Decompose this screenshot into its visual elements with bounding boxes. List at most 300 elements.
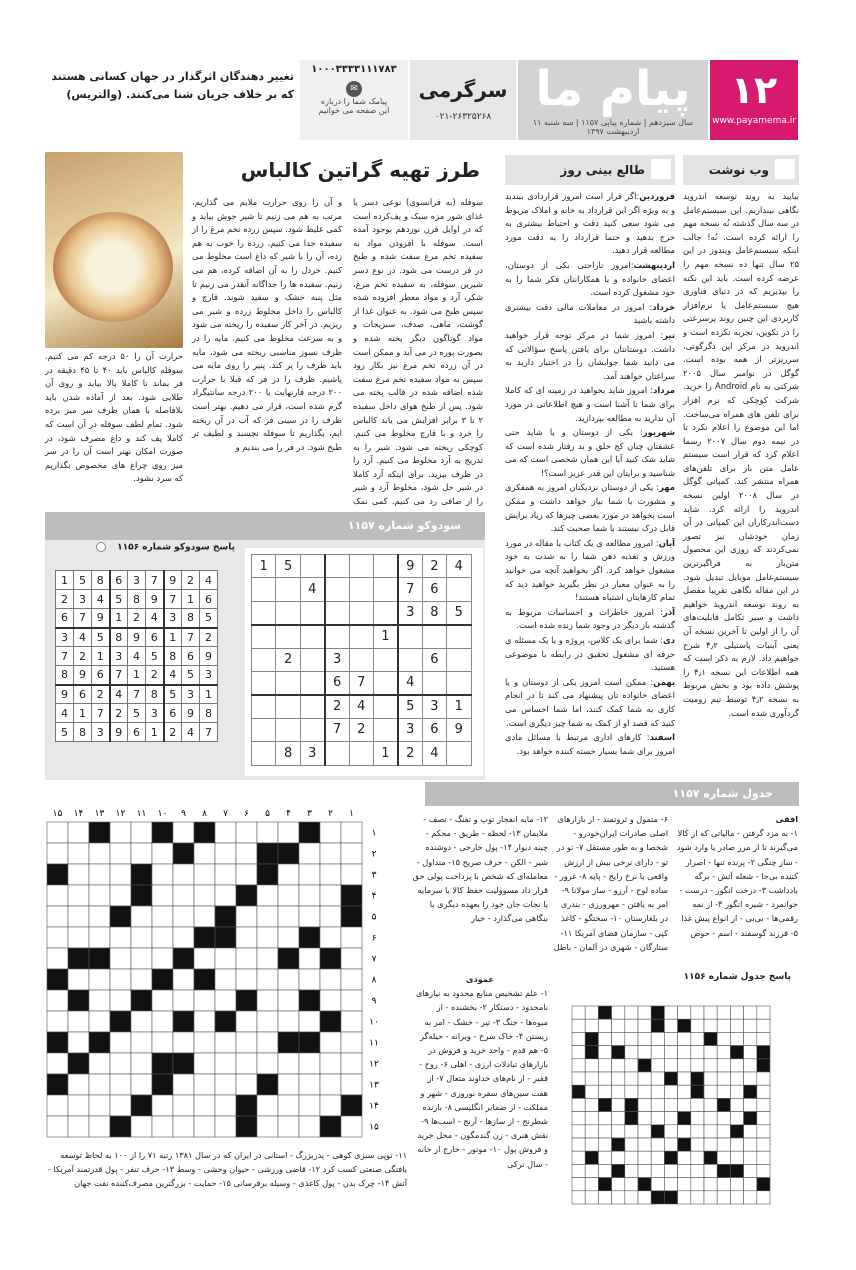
crossword-cell[interactable] (664, 1006, 677, 1019)
crossword-cell[interactable] (572, 1006, 585, 1019)
crossword-cell[interactable] (320, 1032, 341, 1053)
sudoku-cell[interactable] (422, 671, 446, 694)
crossword-cell[interactable] (730, 1178, 743, 1191)
crossword-cell[interactable] (47, 906, 68, 927)
crossword-cell[interactable] (757, 1125, 770, 1138)
crossword-cell[interactable] (757, 1085, 770, 1098)
crossword-cell[interactable] (651, 1151, 664, 1164)
sudoku-cell[interactable]: 5 (276, 555, 300, 578)
crossword-cell[interactable] (651, 1072, 664, 1085)
crossword-cell[interactable] (89, 990, 110, 1011)
crossword-cell[interactable] (585, 1112, 598, 1125)
sudoku-cell[interactable] (276, 625, 300, 648)
sudoku-cell[interactable] (252, 742, 276, 765)
crossword-cell[interactable] (299, 906, 320, 927)
crossword-cell[interactable] (625, 1046, 638, 1059)
crossword-cell[interactable] (110, 1053, 131, 1074)
crossword-cell[interactable] (215, 990, 236, 1011)
crossword-cell[interactable] (131, 822, 152, 843)
sudoku-cell[interactable] (252, 648, 276, 671)
sudoku-cell[interactable]: 2 (398, 742, 422, 765)
sudoku-cell[interactable]: 3 (422, 695, 446, 718)
sudoku-cell[interactable] (422, 625, 446, 648)
crossword-cell[interactable] (299, 1074, 320, 1095)
crossword-cell[interactable] (625, 1059, 638, 1072)
crossword-cell[interactable] (704, 1046, 717, 1059)
crossword-cell[interactable] (278, 1074, 299, 1095)
crossword-cell[interactable] (638, 1019, 651, 1032)
crossword-cell[interactable] (638, 1164, 651, 1177)
sudoku-cell[interactable]: 1 (373, 625, 397, 648)
sudoku-cell[interactable] (276, 578, 300, 601)
crossword-cell[interactable] (664, 1085, 677, 1098)
crossword-cell[interactable] (110, 969, 131, 990)
crossword-cell[interactable] (152, 1011, 173, 1032)
sudoku-cell[interactable] (447, 625, 471, 648)
crossword-cell[interactable] (730, 1151, 743, 1164)
crossword-cell[interactable] (299, 948, 320, 969)
crossword-cell[interactable] (215, 885, 236, 906)
crossword-cell[interactable] (691, 1046, 704, 1059)
crossword-cell[interactable] (664, 1046, 677, 1059)
crossword-cell[interactable] (278, 927, 299, 948)
crossword-cell[interactable] (625, 1138, 638, 1151)
crossword-cell[interactable] (278, 1095, 299, 1116)
sudoku-cell[interactable]: 4 (349, 695, 373, 718)
crossword-cell[interactable] (257, 1116, 278, 1137)
crossword-cell[interactable] (691, 1191, 704, 1204)
crossword-cell[interactable] (278, 990, 299, 1011)
crossword-cell[interactable] (691, 1151, 704, 1164)
crossword-cell[interactable] (598, 1151, 611, 1164)
crossword-cell[interactable] (257, 927, 278, 948)
crossword-cell[interactable] (110, 822, 131, 843)
crossword-cell[interactable] (585, 1072, 598, 1085)
crossword-cell[interactable] (194, 1095, 215, 1116)
sudoku-cell[interactable] (325, 742, 349, 765)
sudoku-cell[interactable] (252, 601, 276, 624)
crossword-cell[interactable] (744, 1151, 757, 1164)
crossword-cell[interactable] (236, 1032, 257, 1053)
crossword-cell[interactable] (110, 843, 131, 864)
crossword-cell[interactable] (744, 1019, 757, 1032)
crossword-cell[interactable] (757, 1072, 770, 1085)
sudoku-cell[interactable]: 7 (349, 671, 373, 694)
crossword-cell[interactable] (320, 843, 341, 864)
crossword-cell[interactable] (257, 885, 278, 906)
crossword-cell[interactable] (278, 864, 299, 885)
crossword-cell[interactable] (110, 885, 131, 906)
crossword-cell[interactable] (664, 1059, 677, 1072)
crossword-cell[interactable] (299, 1011, 320, 1032)
crossword-cell[interactable] (89, 1116, 110, 1137)
crossword-cell[interactable] (47, 1011, 68, 1032)
crossword-cell[interactable] (638, 1032, 651, 1045)
crossword-cell[interactable] (598, 1164, 611, 1177)
crossword-cell[interactable] (110, 864, 131, 885)
sudoku-cell[interactable]: 5 (447, 601, 471, 624)
crossword-cell[interactable] (173, 822, 194, 843)
sudoku-cell[interactable] (300, 648, 324, 671)
crossword-cell[interactable] (612, 1112, 625, 1125)
crossword-cell[interactable] (664, 1032, 677, 1045)
crossword-cell[interactable] (757, 1019, 770, 1032)
crossword-cell[interactable] (68, 864, 89, 885)
crossword-cell[interactable] (704, 1098, 717, 1111)
crossword-cell[interactable] (572, 1019, 585, 1032)
crossword-cell[interactable] (704, 1059, 717, 1072)
crossword-cell[interactable] (236, 822, 257, 843)
crossword-cell[interactable] (89, 1011, 110, 1032)
crossword-cell[interactable] (152, 864, 173, 885)
crossword-cell[interactable] (89, 1095, 110, 1116)
crossword-cell[interactable] (704, 1138, 717, 1151)
crossword-cell[interactable] (585, 1178, 598, 1191)
crossword-cell[interactable] (299, 864, 320, 885)
sudoku-cell[interactable]: 8 (276, 742, 300, 765)
sudoku-cell[interactable] (300, 671, 324, 694)
sudoku-cell[interactable]: 2 (276, 648, 300, 671)
crossword-cell[interactable] (341, 864, 362, 885)
crossword-cell[interactable] (651, 1032, 664, 1045)
crossword-cell[interactable] (278, 1011, 299, 1032)
crossword-cell[interactable] (664, 1178, 677, 1191)
crossword-cell[interactable] (572, 1191, 585, 1204)
crossword-cell[interactable] (744, 1072, 757, 1085)
crossword-cell[interactable] (173, 864, 194, 885)
crossword-cell[interactable] (236, 948, 257, 969)
crossword-cell[interactable] (598, 1125, 611, 1138)
crossword-cell[interactable] (47, 990, 68, 1011)
crossword-cell[interactable] (173, 927, 194, 948)
crossword-cell[interactable] (320, 969, 341, 990)
crossword-cell[interactable] (678, 1164, 691, 1177)
crossword-cell[interactable] (664, 1098, 677, 1111)
crossword-cell[interactable] (744, 1046, 757, 1059)
crossword-cell[interactable] (664, 1019, 677, 1032)
crossword-cell[interactable] (194, 1011, 215, 1032)
crossword-cell[interactable] (678, 1046, 691, 1059)
sudoku-cell[interactable]: 1 (252, 555, 276, 578)
crossword-cell[interactable] (691, 1032, 704, 1045)
crossword-cell[interactable] (612, 1191, 625, 1204)
crossword-cell[interactable] (704, 1125, 717, 1138)
crossword-cell[interactable] (194, 1116, 215, 1137)
crossword-cell[interactable] (68, 1095, 89, 1116)
crossword-cell[interactable] (638, 1138, 651, 1151)
crossword-cell[interactable] (194, 906, 215, 927)
sudoku-cell[interactable] (276, 695, 300, 718)
sudoku-cell[interactable] (349, 742, 373, 765)
crossword-cell[interactable] (638, 1151, 651, 1164)
crossword-cell[interactable] (194, 990, 215, 1011)
crossword-cell[interactable] (194, 1074, 215, 1095)
crossword-cell[interactable] (236, 1074, 257, 1095)
crossword-cell[interactable] (730, 1059, 743, 1072)
sudoku-cell[interactable]: 9 (447, 718, 471, 741)
crossword-cell[interactable] (598, 1138, 611, 1151)
crossword-cell[interactable] (585, 1191, 598, 1204)
crossword-cell[interactable] (320, 1074, 341, 1095)
sudoku-cell[interactable] (252, 718, 276, 741)
crossword-cell[interactable] (704, 1085, 717, 1098)
sudoku-cell[interactable] (398, 648, 422, 671)
crossword-cell[interactable] (598, 1059, 611, 1072)
crossword-cell[interactable] (585, 1164, 598, 1177)
crossword-cell[interactable] (757, 1098, 770, 1111)
crossword-cell[interactable] (704, 1072, 717, 1085)
sudoku-cell[interactable] (300, 718, 324, 741)
crossword-cell[interactable] (651, 1046, 664, 1059)
sudoku-cell[interactable] (398, 625, 422, 648)
crossword-cell[interactable] (341, 822, 362, 843)
crossword-cell[interactable] (598, 1072, 611, 1085)
crossword-cell[interactable] (341, 843, 362, 864)
crossword-cell[interactable] (664, 1112, 677, 1125)
sudoku-cell[interactable] (373, 601, 397, 624)
crossword-cell[interactable] (110, 990, 131, 1011)
crossword-cell[interactable] (236, 906, 257, 927)
crossword-cell[interactable] (47, 1116, 68, 1137)
sudoku-cell[interactable]: 9 (398, 555, 422, 578)
crossword-cell[interactable] (131, 906, 152, 927)
crossword-cell[interactable] (691, 1125, 704, 1138)
crossword-cell[interactable] (47, 1053, 68, 1074)
crossword-cell[interactable] (320, 1053, 341, 1074)
crossword-cell[interactable] (717, 1046, 730, 1059)
crossword-cell[interactable] (598, 1191, 611, 1204)
crossword-cell[interactable] (572, 1151, 585, 1164)
sudoku-cell[interactable] (300, 625, 324, 648)
crossword-cell[interactable] (664, 1164, 677, 1177)
sudoku-cell[interactable] (252, 671, 276, 694)
sudoku-cell[interactable] (447, 578, 471, 601)
crossword-cell[interactable] (638, 1112, 651, 1125)
crossword-cell[interactable] (68, 1032, 89, 1053)
crossword-cell[interactable] (704, 1019, 717, 1032)
crossword-cell[interactable] (110, 927, 131, 948)
crossword-cell[interactable] (625, 1072, 638, 1085)
sudoku-cell[interactable]: 5 (398, 695, 422, 718)
crossword-cell[interactable] (341, 990, 362, 1011)
crossword-cell[interactable] (678, 1059, 691, 1072)
crossword-cell[interactable] (131, 1074, 152, 1095)
crossword-cell[interactable] (625, 1178, 638, 1191)
crossword-cell[interactable] (678, 1085, 691, 1098)
crossword-cell[interactable] (215, 1116, 236, 1137)
sudoku-cell[interactable] (325, 578, 349, 601)
crossword-cell[interactable] (320, 990, 341, 1011)
sudoku-cell[interactable]: 4 (447, 555, 471, 578)
crossword-cell[interactable] (278, 822, 299, 843)
sudoku-cell[interactable] (349, 555, 373, 578)
crossword-cell[interactable] (678, 1072, 691, 1085)
crossword-cell[interactable] (625, 1032, 638, 1045)
crossword-cell[interactable] (152, 906, 173, 927)
crossword-cell[interactable] (320, 906, 341, 927)
crossword-cell[interactable] (651, 1138, 664, 1151)
crossword-cell[interactable] (131, 843, 152, 864)
crossword-cell[interactable] (194, 1032, 215, 1053)
crossword-cell[interactable] (173, 1116, 194, 1137)
crossword-cell[interactable] (757, 1191, 770, 1204)
sudoku-cell[interactable]: 6 (422, 718, 446, 741)
crossword-cell[interactable] (173, 969, 194, 990)
crossword-cell[interactable] (717, 1151, 730, 1164)
crossword-cell[interactable] (678, 1032, 691, 1045)
crossword-cell[interactable] (299, 1116, 320, 1137)
crossword-cell[interactable] (152, 1095, 173, 1116)
crossword-cell[interactable] (215, 1095, 236, 1116)
crossword-cell[interactable] (320, 927, 341, 948)
crossword-cell[interactable] (131, 1053, 152, 1074)
crossword-cell[interactable] (278, 969, 299, 990)
crossword-cell[interactable] (173, 990, 194, 1011)
sudoku-cell[interactable] (325, 555, 349, 578)
sudoku-cell[interactable]: 6 (422, 648, 446, 671)
crossword-cell[interactable] (89, 1074, 110, 1095)
crossword-cell[interactable] (572, 1059, 585, 1072)
crossword-cell[interactable] (585, 1098, 598, 1111)
crossword-cell[interactable] (89, 864, 110, 885)
sudoku-cell[interactable] (276, 718, 300, 741)
crossword-cell[interactable] (257, 948, 278, 969)
crossword-cell[interactable] (257, 1095, 278, 1116)
sudoku-cell[interactable]: 7 (325, 718, 349, 741)
crossword-cell[interactable] (572, 1164, 585, 1177)
crossword-cell[interactable] (89, 906, 110, 927)
crossword-cell[interactable] (678, 1125, 691, 1138)
sudoku-cell[interactable] (447, 648, 471, 671)
crossword-cell[interactable] (215, 1053, 236, 1074)
crossword-cell[interactable] (572, 1098, 585, 1111)
crossword-cell[interactable] (757, 1006, 770, 1019)
sudoku-cell[interactable] (252, 695, 276, 718)
crossword-cell[interactable] (257, 990, 278, 1011)
crossword-cell[interactable] (585, 1006, 598, 1019)
crossword-cell[interactable] (173, 906, 194, 927)
crossword-cell[interactable] (691, 1098, 704, 1111)
sudoku-cell[interactable]: 3 (325, 648, 349, 671)
crossword-cell[interactable] (341, 1011, 362, 1032)
crossword-cell[interactable] (651, 1098, 664, 1111)
crossword-cell[interactable] (744, 1191, 757, 1204)
crossword-cell[interactable] (47, 927, 68, 948)
crossword-cell[interactable] (236, 1011, 257, 1032)
crossword-cell[interactable] (678, 1098, 691, 1111)
crossword-cell[interactable] (194, 885, 215, 906)
sudoku-cell[interactable] (300, 555, 324, 578)
crossword-cell[interactable] (68, 1116, 89, 1137)
crossword-cell[interactable] (152, 843, 173, 864)
crossword-cell[interactable] (717, 1072, 730, 1085)
crossword-cell[interactable] (625, 1085, 638, 1098)
crossword-cell[interactable] (299, 885, 320, 906)
crossword-cell[interactable] (757, 1151, 770, 1164)
crossword-cell[interactable] (585, 1125, 598, 1138)
crossword-cell[interactable] (757, 1112, 770, 1125)
crossword-cell[interactable] (704, 1164, 717, 1177)
crossword-cell[interactable] (299, 1095, 320, 1116)
crossword-cell[interactable] (651, 1178, 664, 1191)
crossword-cell[interactable] (236, 843, 257, 864)
crossword-cell[interactable] (744, 1178, 757, 1191)
crossword-cell[interactable] (744, 1164, 757, 1177)
sudoku-cell[interactable]: 8 (422, 601, 446, 624)
crossword-cell[interactable] (678, 1191, 691, 1204)
crossword-cell[interactable] (598, 1046, 611, 1059)
crossword-cell[interactable] (757, 1164, 770, 1177)
crossword-cell[interactable] (173, 885, 194, 906)
crossword-cell[interactable] (215, 843, 236, 864)
crossword-cell[interactable] (625, 1164, 638, 1177)
crossword-cell[interactable] (612, 1006, 625, 1019)
crossword-cell[interactable] (320, 885, 341, 906)
crossword-cell[interactable] (152, 990, 173, 1011)
sudoku-cell[interactable] (373, 578, 397, 601)
sudoku-cell[interactable]: 3 (398, 718, 422, 741)
crossword-cell[interactable] (572, 1032, 585, 1045)
crossword-cell[interactable] (612, 1085, 625, 1098)
crossword-cell[interactable] (215, 1074, 236, 1095)
crossword-cell[interactable] (572, 1046, 585, 1059)
crossword-cell[interactable] (598, 1112, 611, 1125)
crossword-cell[interactable] (131, 1011, 152, 1032)
crossword-cell[interactable] (215, 969, 236, 990)
crossword-cell[interactable] (152, 948, 173, 969)
crossword-cell[interactable] (704, 1006, 717, 1019)
sudoku-cell[interactable]: 6 (422, 578, 446, 601)
crossword-cell[interactable] (717, 1032, 730, 1045)
sudoku-cell[interactable] (373, 648, 397, 671)
crossword-cell[interactable] (691, 1059, 704, 1072)
sudoku-cell[interactable]: 4 (300, 578, 324, 601)
crossword-cell[interactable] (257, 822, 278, 843)
crossword-cell[interactable] (68, 906, 89, 927)
crossword-cell[interactable] (194, 864, 215, 885)
crossword-cell[interactable] (194, 948, 215, 969)
crossword-cell[interactable] (612, 1178, 625, 1191)
crossword-cell[interactable] (625, 1006, 638, 1019)
sudoku-cell[interactable] (373, 555, 397, 578)
sudoku-cell[interactable] (325, 625, 349, 648)
crossword-cell[interactable] (691, 1178, 704, 1191)
crossword-cell[interactable] (257, 1053, 278, 1074)
crossword-cell[interactable] (278, 1116, 299, 1137)
crossword-cell[interactable] (68, 969, 89, 990)
crossword-cell[interactable] (341, 969, 362, 990)
crossword-cell[interactable] (598, 1019, 611, 1032)
sudoku-cell[interactable] (349, 601, 373, 624)
crossword-cell[interactable] (664, 1125, 677, 1138)
crossword-cell[interactable] (110, 1074, 131, 1095)
crossword-cell[interactable] (651, 1059, 664, 1072)
crossword-cell[interactable] (638, 1098, 651, 1111)
crossword-cell[interactable] (730, 1085, 743, 1098)
crossword-cell[interactable] (678, 1151, 691, 1164)
crossword-cell[interactable] (638, 1072, 651, 1085)
crossword-cell[interactable] (194, 1053, 215, 1074)
crossword-cell[interactable] (299, 1053, 320, 1074)
crossword-cell[interactable] (341, 1032, 362, 1053)
crossword-cell[interactable] (664, 1138, 677, 1151)
crossword-cell[interactable] (257, 969, 278, 990)
crossword-cell[interactable] (585, 1019, 598, 1032)
crossword-cell[interactable] (612, 1019, 625, 1032)
sudoku-cell[interactable] (325, 601, 349, 624)
crossword-cell[interactable] (68, 1074, 89, 1095)
sudoku-cell[interactable] (373, 695, 397, 718)
